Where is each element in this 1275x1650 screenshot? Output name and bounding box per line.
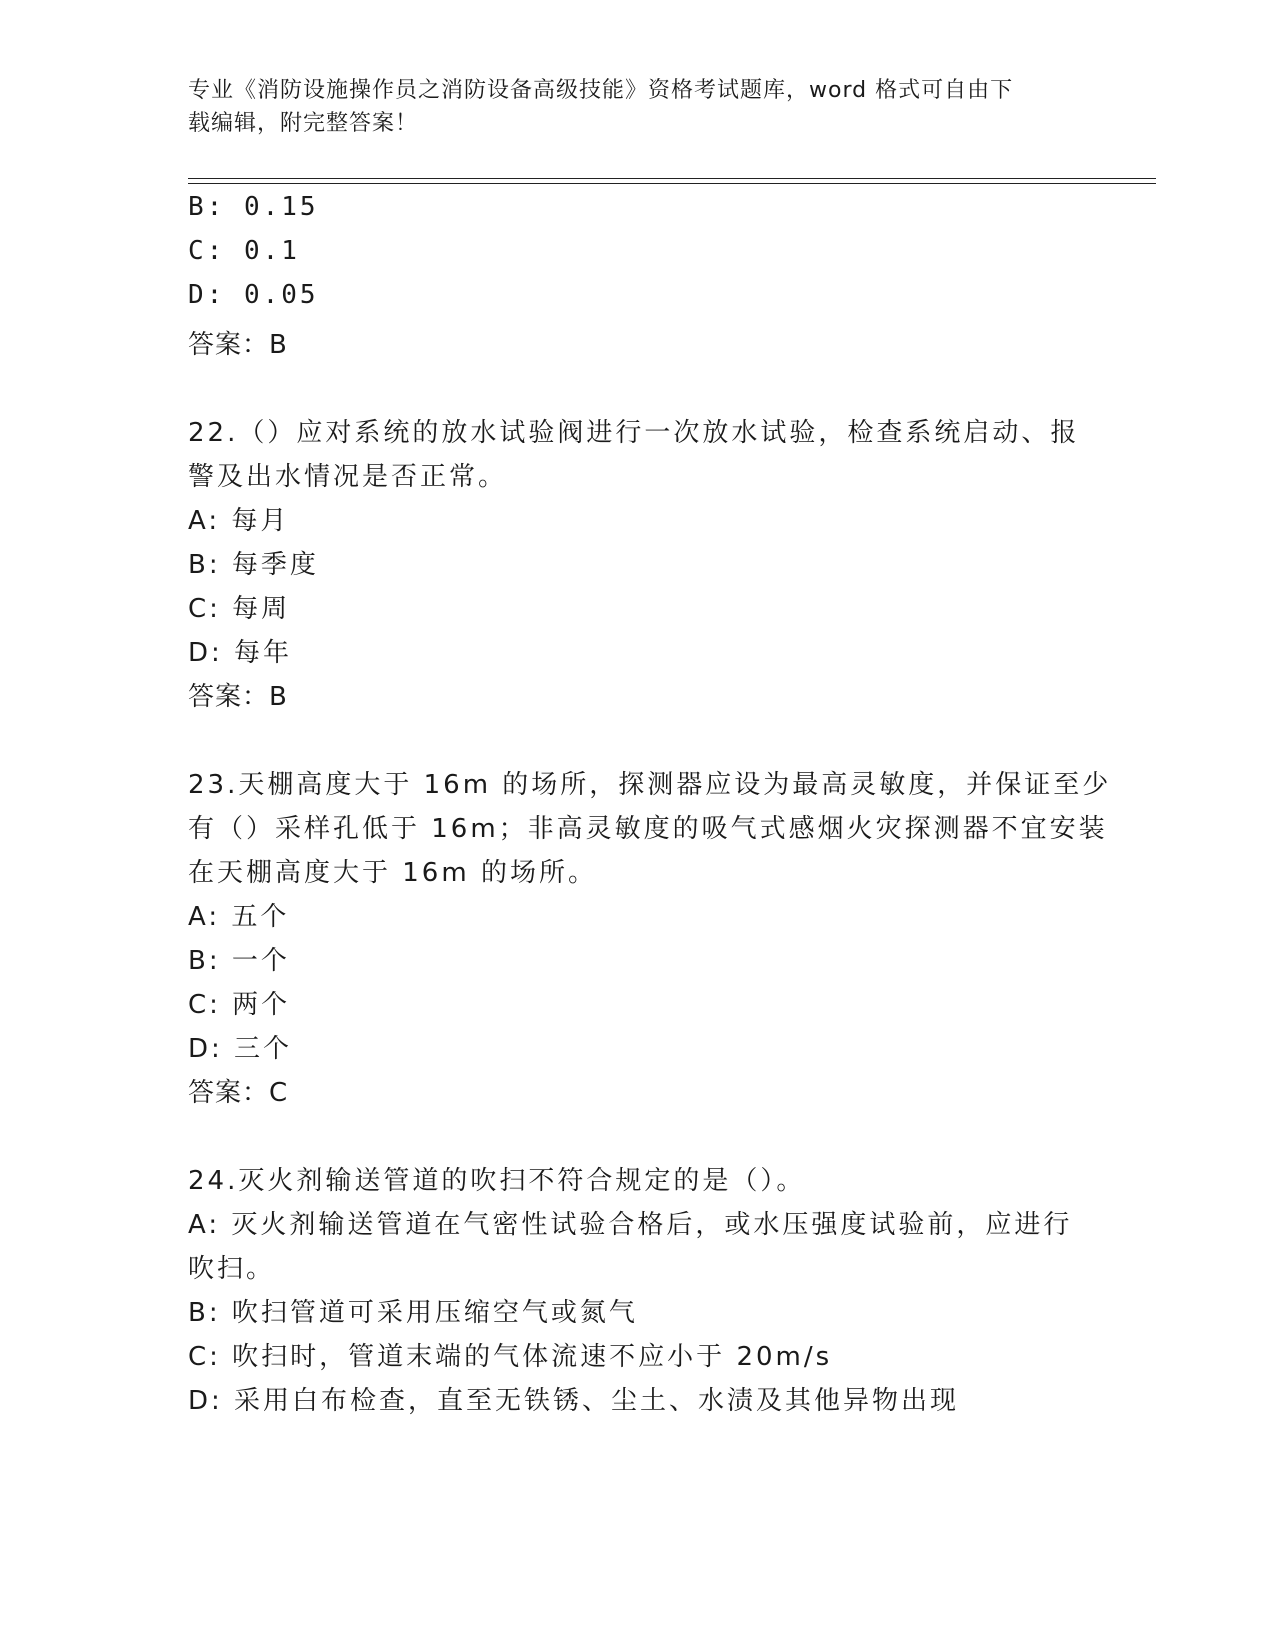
q21-option-c: C: 0.1	[188, 236, 300, 266]
q24-stem-line-1: 24.灭火剂输送管道的吹扫不符合规定的是（）。	[188, 1166, 806, 1196]
q22-option-a: A: 每月	[188, 506, 290, 536]
q23-option-a: A: 五个	[188, 902, 290, 932]
q23-option-c: C: 两个	[188, 990, 291, 1020]
q23-answer: 答案：C	[188, 1078, 289, 1108]
q24-option-a-line-1: A: 灭火剂输送管道在气密性试验合格后，或水压强度试验前，应进行	[188, 1210, 1073, 1240]
q21-option-b: B: 0.15	[188, 192, 319, 222]
q24-option-b: B: 吹扫管道可采用压缩空气或氮气	[188, 1298, 638, 1328]
header-line-1: 专业《消防设施操作员之消防设备高级技能》资格考试题库，word 格式可自由下	[188, 78, 1014, 103]
document-header	[188, 74, 1088, 140]
q22-stem-line-2: 警及出水情况是否正常。	[188, 462, 508, 492]
q24-option-c: C: 吹扫时，管道末端的气体流速不应小于 20m/s	[188, 1342, 833, 1372]
header-rule-top	[188, 178, 1156, 179]
q21-option-d: D: 0.05	[188, 280, 319, 310]
q24-option-a-line-2: 吹扫。	[188, 1254, 276, 1284]
q23-stem-line-3: 在天棚高度大于 16m 的场所。	[188, 858, 597, 888]
q21-answer: 答案：B	[188, 330, 288, 360]
q23-option-b: B: 一个	[188, 946, 290, 976]
header-line-2: 载编辑，附完整答案！	[188, 111, 419, 136]
header-rule-bottom	[188, 183, 1156, 184]
q23-option-d: D: 三个	[188, 1034, 293, 1064]
q22-option-d: D: 每年	[188, 638, 293, 668]
q22-answer: 答案：B	[188, 682, 288, 712]
q22-option-b: B: 每季度	[188, 550, 319, 580]
q23-stem-line-2: 有（）采样孔低于 16m；非高灵敏度的吸气式感烟火灾探测器不宜安装	[188, 814, 1108, 844]
q22-stem-line-1: 22.（）应对系统的放水试验阀进行一次放水试验，检查系统启动、报	[188, 418, 1080, 448]
q24-option-d: D: 采用白布检查，直至无铁锈、尘土、水渍及其他异物出现	[188, 1386, 960, 1416]
q22-option-c: C: 每周	[188, 594, 291, 624]
q23-stem-line-1: 23.天棚高度大于 16m 的场所，探测器应设为最高灵敏度，并保证至少	[188, 770, 1112, 800]
